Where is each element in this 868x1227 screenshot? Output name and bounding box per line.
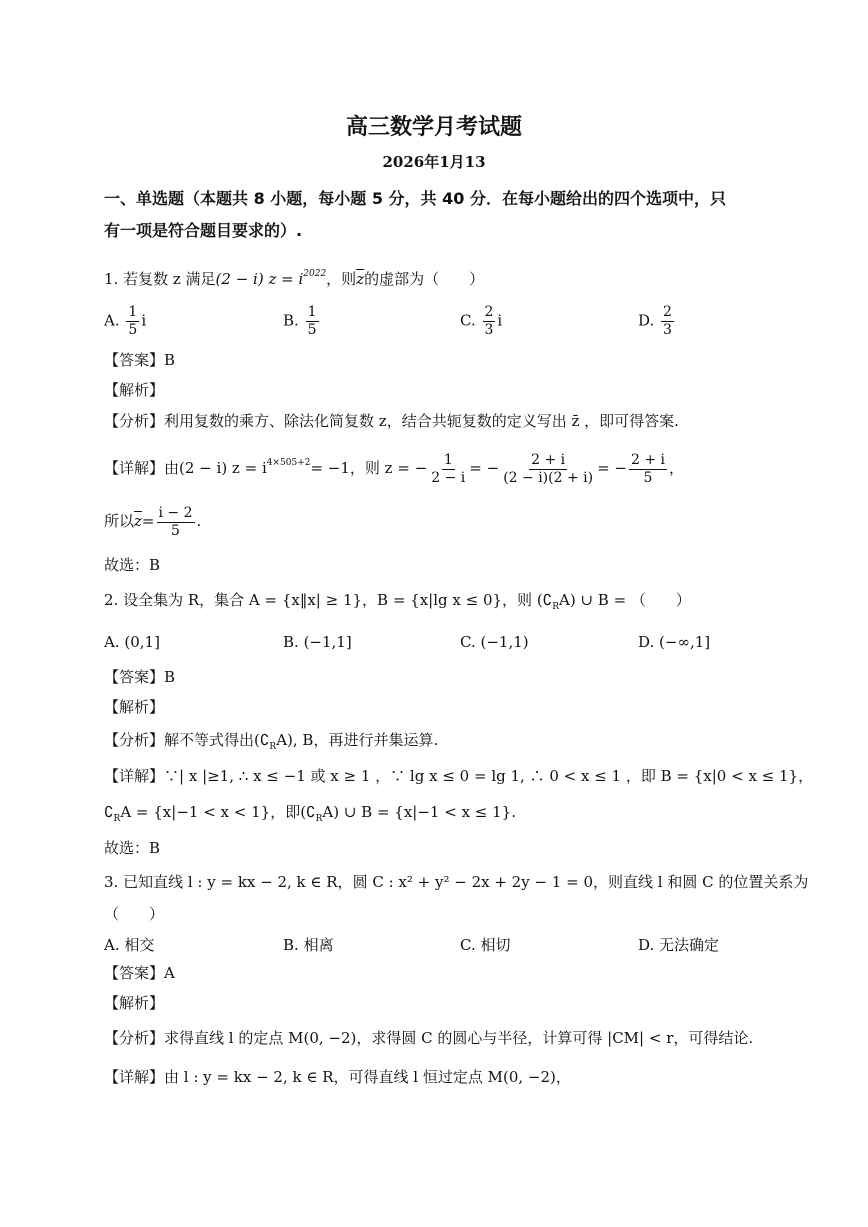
q1-stem-text-c: 的虚部为（ ） bbox=[364, 270, 485, 288]
q2-choose: 故选：B bbox=[104, 839, 161, 857]
exam-date: 2026年1月13 bbox=[382, 153, 486, 171]
q1-stem-text-b: ，则 bbox=[326, 270, 357, 288]
q2-stem: 2. 设全集为 R，集合 A = {x‖x| ≥ 1}，B = {x|lg x ≤ 0}，则 $(∁_RA)$ ∪ B = （ ） bbox=[104, 591, 691, 612]
q3-analysis-tag: 【解析】 bbox=[104, 994, 165, 1012]
q2-detail-line2: $∁_RA = \{x|-1 < x < 1\}$，即$(∁_RA)$ ∪ B = {x|−1 < x ≤ 1}. bbox=[104, 803, 516, 824]
q2-detail-line1: 【详解】∵| x |≥1, ∴ x ≤ −1 或 x ≥ 1 ，∵ lg x ≤ 0 = lg 1, ∴ 0 < x ≤ 1 ，即 B = {x|0 < x ≤ 1}， bbox=[104, 767, 814, 785]
q1-detail: 【详解】由(2 − i) $z = i^{4\times 505+2}= -1$，则 z = − $\frac{1}{2 - i}$ = − $\frac{2 + i}{(2 - i)(2 + i)}$ = − $\frac{2 + i}{5}$ ， bbox=[104, 451, 685, 486]
q1-option-d: D. $\frac{2}{3}$ bbox=[638, 304, 672, 338]
q2-analysis-tag: 【解析】 bbox=[104, 698, 165, 716]
q1-stem bbox=[104, 264, 484, 289]
q2-answer: 【答案】B bbox=[104, 668, 176, 686]
q2-option-a: A. (0,1] bbox=[104, 633, 160, 651]
q1-zbar: $\overline{z}$ bbox=[356, 270, 365, 288]
q3-answer: 【答案】A bbox=[104, 964, 175, 982]
q3-detail: 【详解】由 l : y = kx − 2, k ∈ R，可得直线 l 恒过定点 M(0, −2)， bbox=[104, 1068, 571, 1086]
q1-solution: 所以$\overline{z}=$ $\frac{i - 2}{5}$ . bbox=[104, 504, 202, 539]
q2-fenxi: 【分析】解不等式得出$(∁_RA)$, B，再进行并集运算. bbox=[104, 731, 439, 752]
q2-option-c: C. (−1,1) bbox=[460, 633, 529, 651]
q3-fenxi: 【分析】求得直线 l 的定点 M(0, −2)，求得圆 C 的圆心与半径，计算可得 |CM| < r，可得结论. bbox=[104, 1029, 754, 1047]
page-title: 高三数学月考试题 bbox=[345, 115, 522, 140]
q1-answer: 【答案】B bbox=[104, 351, 176, 369]
q3-stem-line2: （ ） bbox=[104, 905, 165, 923]
q1-stem-text: 1. 若复数 z 满足 bbox=[104, 270, 216, 288]
section-heading-line2: 有一项是符合题目要求的）. bbox=[104, 221, 303, 240]
q1-option-c: C. $\frac{2}{3}$ i bbox=[460, 304, 503, 338]
q1-choose: 故选：B bbox=[104, 556, 161, 574]
q1-option-a: A. $\frac{1}{5}$ i bbox=[104, 304, 147, 338]
q1-fenxi: 【分析】利用复数的乘方、除法化简复数 z，结合共轭复数的定义写出 z̄ ，即可得答案. bbox=[104, 412, 679, 430]
q3-option-d: D. 无法确定 bbox=[638, 936, 720, 954]
q1-option-b: B. $\frac{1}{5}$ bbox=[283, 304, 317, 338]
q3-option-c: C. 相切 bbox=[460, 936, 511, 954]
q3-stem-line1: 3. 已知直线 l : y = kx − 2, k ∈ R，圆 C : x² + y² − 2x + 2y − 1 = 0，则直线 l 和圆 C 的位置关系为 bbox=[104, 873, 809, 891]
q3-option-a: A. 相交 bbox=[104, 936, 155, 954]
q2-option-d: D. (−∞,1] bbox=[638, 633, 711, 651]
q1-analysis-tag: 【解析】 bbox=[104, 381, 165, 399]
q2-option-b: B. (−1,1] bbox=[283, 633, 352, 651]
q1-stem-expr: (2 − i) $z = i^{2022}$ bbox=[215, 269, 327, 288]
section-heading-line1: 一、单选题（本题共 8 小题，每小题 5 分，共 40 分．在每小题给出的四个选项中，只 bbox=[104, 189, 726, 208]
q3-option-b: B. 相离 bbox=[283, 936, 334, 954]
